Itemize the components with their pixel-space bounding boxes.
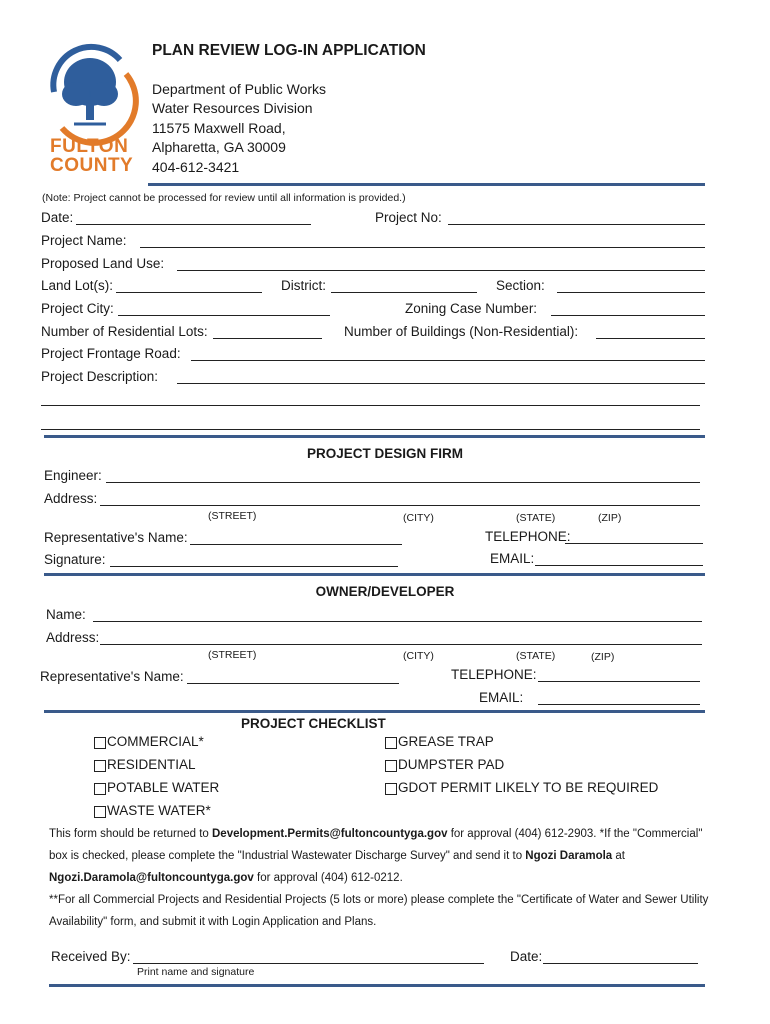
dumpster-pad-label: DUMPSTER PAD <box>398 757 505 772</box>
logo-text-fulton: FULTON <box>50 136 129 157</box>
section-rule-checklist <box>44 710 705 713</box>
waste-water-checkbox[interactable] <box>94 806 106 818</box>
street-caption: (STREET) <box>208 510 257 522</box>
page-title: PLAN REVIEW LOG-IN APPLICATION <box>152 42 426 59</box>
permits-email-link[interactable]: Development.Permits@fultoncountyga.gov <box>212 828 448 840</box>
dumpster-pad-checkbox[interactable] <box>385 760 397 772</box>
description-field[interactable] <box>177 383 705 384</box>
department-address <box>152 80 326 177</box>
engineer-label: Engineer: <box>44 468 102 483</box>
contact-name: Ngozi Daramola <box>525 850 613 862</box>
project-name-label: Project Name: <box>41 233 127 248</box>
design-telephone-field[interactable] <box>565 543 703 544</box>
instructions-text: box is checked, please complete the "Industrial Wastewater Discharge Survey" and send it to <box>49 850 526 862</box>
project-no-field[interactable] <box>448 224 705 225</box>
design-rep-label: Representative's Name: <box>44 530 188 545</box>
zip-caption: (ZIP) <box>591 651 615 663</box>
section-rule-owner <box>44 573 705 576</box>
design-telephone-label: TELEPHONE: <box>485 529 571 544</box>
owner-heading: OWNER/DEVELOPER <box>315 584 455 599</box>
owner-address-label: Address: <box>46 630 100 645</box>
footer-date-label: Date: <box>510 949 543 964</box>
address-line: Department of Public Works <box>152 81 327 97</box>
owner-email-label: EMAIL: <box>479 690 524 705</box>
buildings-field[interactable] <box>596 338 705 339</box>
residential-checkbox[interactable] <box>94 760 106 772</box>
state-caption: (STATE) <box>516 650 556 662</box>
instructions-line-4: **For all Commercial Projects and Residential Projects (5 lots or more) please complete the "Certificate of Water and Sewer Utility <box>49 894 709 906</box>
grease-trap-label: GREASE TRAP <box>398 734 494 749</box>
logo-text-county: COUNTY <box>50 155 134 176</box>
received-by-field[interactable] <box>133 963 484 964</box>
frontage-field[interactable] <box>191 360 705 361</box>
design-rep-field[interactable] <box>190 544 402 545</box>
header-rule <box>148 183 705 186</box>
street-caption: (STREET) <box>208 649 257 661</box>
design-firm-heading: PROJECT DESIGN FIRM <box>306 446 463 461</box>
note-text: (Note: Project cannot be processed for review until all information is provided.) <box>42 192 406 204</box>
owner-address-field[interactable] <box>100 644 702 645</box>
owner-rep-label: Representative's Name: <box>40 669 184 684</box>
section-field[interactable] <box>557 292 705 293</box>
land-use-field[interactable] <box>177 270 705 271</box>
footer-date-field[interactable] <box>543 963 698 964</box>
design-email-label: EMAIL: <box>490 551 535 566</box>
design-address-field[interactable] <box>100 505 700 506</box>
zoning-field[interactable] <box>551 315 705 316</box>
gdot-permit-checkbox[interactable] <box>385 783 397 795</box>
owner-telephone-field[interactable] <box>538 681 700 682</box>
design-email-field[interactable] <box>535 565 703 566</box>
potable-water-checkbox[interactable] <box>94 783 106 795</box>
address-line: 404-612-3421 <box>152 158 240 175</box>
state-caption: (STATE) <box>516 512 556 524</box>
footer-rule <box>49 984 705 987</box>
instructions-line-1 <box>49 827 702 841</box>
instructions-line-2 <box>49 849 625 863</box>
print-name-caption: Print name and signature <box>137 966 255 978</box>
address-line: Water Resources Division <box>152 100 313 117</box>
land-lots-label: Land Lot(s): <box>41 278 114 293</box>
project-name-field[interactable] <box>140 247 705 248</box>
project-city-field[interactable] <box>118 315 330 316</box>
land-lots-field[interactable] <box>116 292 262 293</box>
instructions-text: for approval (404) 612-2903. *If the "Commercial" <box>447 828 703 840</box>
district-label: District: <box>281 278 326 293</box>
address-line: Alpharetta, GA 30009 <box>152 139 286 156</box>
owner-name-field[interactable] <box>93 621 702 622</box>
design-address-label: Address: <box>44 491 98 506</box>
signature-field[interactable] <box>110 566 398 567</box>
section-label: Section: <box>496 278 545 293</box>
instructions-text: for approval (404) 612-0212. <box>253 872 403 884</box>
project-city-label: Project City: <box>41 301 114 316</box>
date-label: Date: <box>41 210 74 225</box>
instructions-line-5: Availability" form, and submit it with Login Application and Plans. <box>49 916 377 928</box>
residential-lots-label: Number of Residential Lots: <box>41 324 208 339</box>
zoning-label: Zoning Case Number: <box>405 301 538 316</box>
waste-water-label: WASTE WATER* <box>107 803 211 818</box>
city-caption: (CITY) <box>403 512 434 524</box>
owner-email-field[interactable] <box>538 704 700 705</box>
section-rule-design <box>44 435 705 438</box>
address-line: 11575 Maxwell Road, <box>152 119 286 136</box>
city-caption: (CITY) <box>403 650 434 662</box>
commercial-label: COMMERCIAL* <box>107 734 204 749</box>
signature-label: Signature: <box>44 552 106 567</box>
description-label: Project Description: <box>41 369 159 384</box>
owner-rep-field[interactable] <box>187 683 399 684</box>
contact-email-link[interactable]: Ngozi.Daramola@fultoncountyga.gov <box>49 872 254 884</box>
commercial-checkbox[interactable] <box>94 737 106 749</box>
owner-telephone-label: TELEPHONE: <box>451 667 537 682</box>
frontage-label: Project Frontage Road: <box>41 346 181 361</box>
gdot-permit-label: GDOT PERMIT LIKELY TO BE REQUIRED <box>398 780 659 795</box>
instructions-text: at <box>612 850 626 862</box>
engineer-field[interactable] <box>106 482 700 483</box>
grease-trap-checkbox[interactable] <box>385 737 397 749</box>
date-field[interactable] <box>76 224 311 225</box>
potable-water-label: POTABLE WATER <box>107 780 220 795</box>
project-no-label: Project No: <box>375 210 442 225</box>
zip-caption: (ZIP) <box>598 512 622 524</box>
description-field-line2[interactable] <box>41 405 700 406</box>
land-use-label: Proposed Land Use: <box>41 256 165 271</box>
received-by-label: Received By: <box>51 949 131 964</box>
checklist-heading: PROJECT CHECKLIST <box>241 716 386 731</box>
district-field[interactable] <box>331 292 477 293</box>
owner-name-label: Name: <box>46 607 86 622</box>
residential-lots-field[interactable] <box>213 338 322 339</box>
instructions-text: This form should be returned to <box>49 828 212 840</box>
residential-label: RESIDENTIAL <box>107 757 196 772</box>
description-field-line3[interactable] <box>41 429 700 430</box>
instructions-line-3 <box>49 871 403 885</box>
buildings-label: Number of Buildings (Non-Residential): <box>344 324 579 339</box>
